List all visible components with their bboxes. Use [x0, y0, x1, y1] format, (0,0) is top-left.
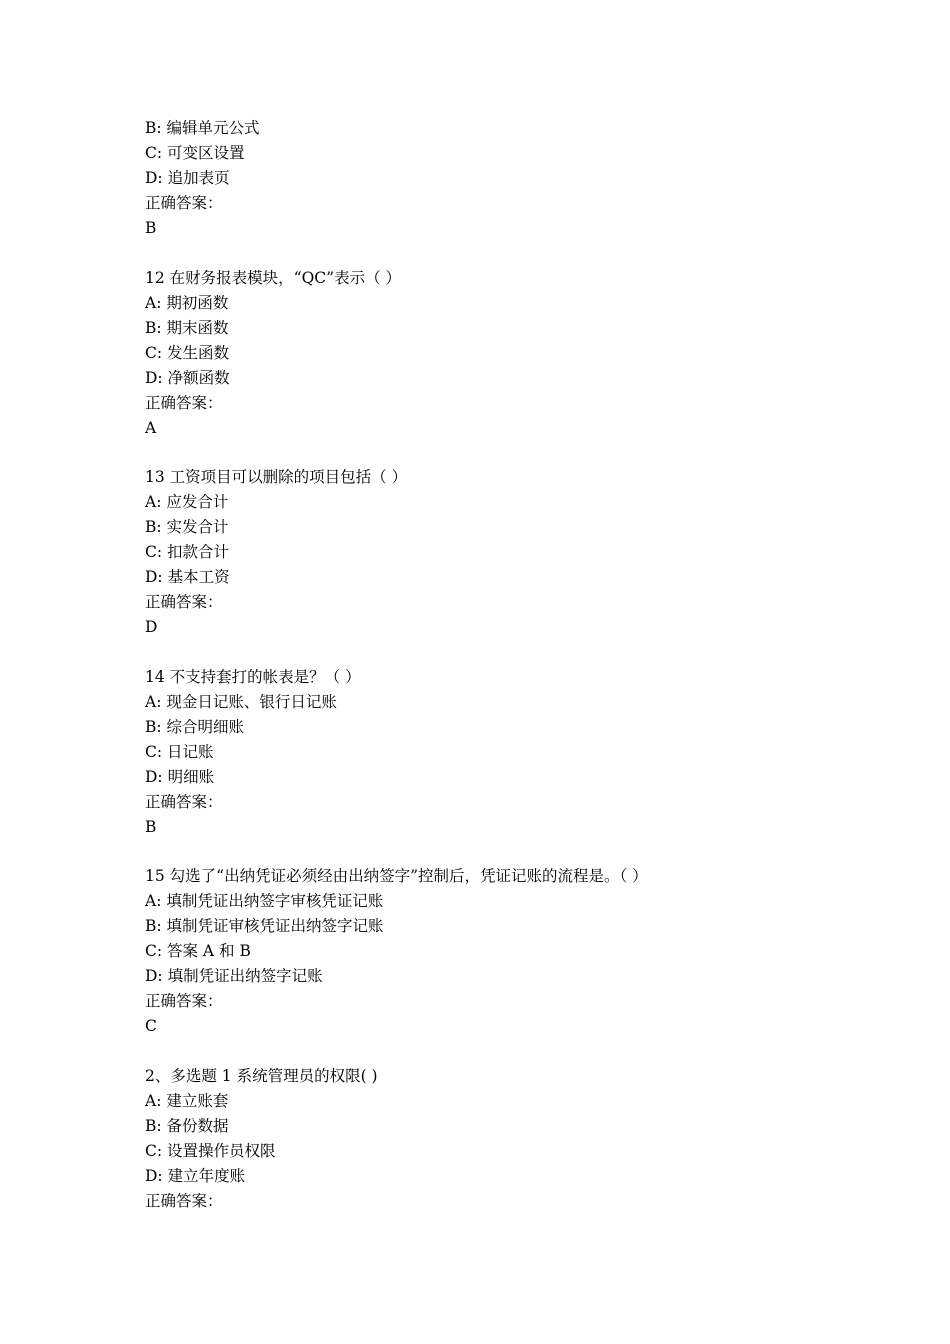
question-13	[145, 465, 905, 640]
option-c: C: 答案 A 和 B	[145, 942, 251, 960]
option-c: C: 发生函数	[145, 343, 230, 362]
option-d: D: 追加表页	[145, 169, 230, 187]
option-b: B: 编辑单元公式	[145, 119, 260, 137]
question-14	[145, 665, 905, 840]
option-c: C: 扣款合计	[145, 543, 230, 561]
option-c: C: 可变区设置	[145, 144, 245, 162]
question-stem: 13 工资项目可以删除的项目包括（ ）	[145, 468, 408, 486]
option-d: D: 基本工资	[145, 568, 230, 586]
option-a: A: 建立账套	[145, 1091, 229, 1110]
answer-label: 正确答案：	[145, 792, 223, 811]
option-b: B: 备份数据	[145, 1116, 229, 1135]
option-c: C: 设置操作员权限	[145, 1141, 276, 1160]
multi-choice-question-1	[145, 1064, 905, 1214]
answer-value: D	[145, 618, 158, 636]
answer-value: B	[145, 219, 157, 237]
option-a: A: 填制凭证出纳签字审核凭证记账	[145, 892, 384, 910]
question-11-continuation	[145, 116, 905, 241]
option-a: A: 现金日记账、银行日记账	[145, 692, 337, 711]
answer-label: 正确答案：	[145, 593, 223, 611]
document-page	[145, 116, 905, 1214]
option-b: B: 实发合计	[145, 518, 229, 536]
answer-label: 正确答案：	[145, 393, 223, 412]
option-d: D: 明细账	[145, 767, 215, 786]
question-stem: 12 在财务报表模块，“QC”表示（ ）	[145, 268, 401, 287]
option-d: D: 填制凭证出纳签字记账	[145, 967, 323, 985]
answer-label: 正确答案：	[145, 194, 223, 212]
question-stem: 15 勾选了“出纳凭证必须经由出纳签字”控制后，凭证记账的流程是。（ ）	[145, 867, 648, 885]
option-d: D: 净额函数	[145, 368, 230, 387]
option-b: B: 期末函数	[145, 318, 229, 337]
answer-value: B	[145, 817, 157, 836]
answer-label: 正确答案：	[145, 992, 223, 1010]
answer-value: A	[145, 418, 157, 437]
answer-value: C	[145, 1017, 157, 1035]
question-stem: 2、多选题 1 系统管理员的权限( )	[145, 1066, 378, 1085]
option-c: C: 日记账	[145, 742, 214, 761]
option-a: A: 应发合计	[145, 493, 229, 511]
question-15	[145, 864, 905, 1039]
answer-label: 正确答案：	[145, 1191, 223, 1210]
option-b: B: 填制凭证审核凭证出纳签字记账	[145, 917, 384, 935]
question-12	[145, 266, 905, 441]
question-stem: 14 不支持套打的帐表是？（ ）	[145, 667, 361, 686]
option-d: D: 建立年度账	[145, 1166, 246, 1185]
option-a: A: 期初函数	[145, 293, 229, 312]
option-b: B: 综合明细账	[145, 717, 245, 736]
